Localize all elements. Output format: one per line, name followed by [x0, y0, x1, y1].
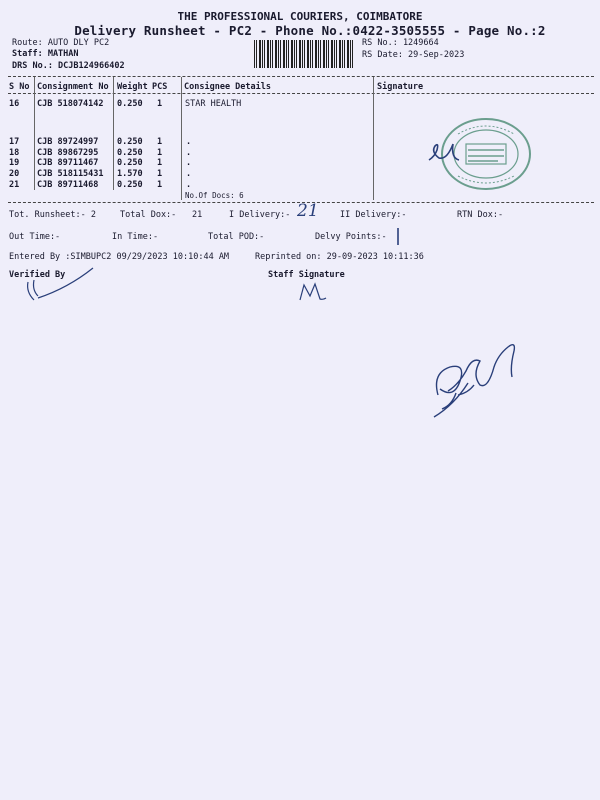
- row-consignee: .: [186, 158, 192, 168]
- barcode: [254, 40, 354, 68]
- row-consignment: CJB 518074142: [37, 99, 104, 109]
- row-pcs: 1: [157, 180, 163, 190]
- row-weight: 0.250: [117, 180, 143, 190]
- header-rule: [8, 93, 594, 94]
- row-consignment: CJB 89724997: [37, 137, 99, 147]
- staff-label: Staff: MATHAN: [12, 49, 79, 59]
- total-pod-label: Total POD:-: [208, 232, 265, 242]
- row-consignment: CJB 89711468: [37, 180, 99, 190]
- row-consignee: .: [186, 169, 192, 179]
- row-sno: 21: [9, 180, 20, 190]
- verified-by-label: Verified By: [9, 270, 66, 280]
- out-time-label: Out Time:-: [9, 232, 61, 242]
- route-label: Route: AUTO DLY PC2: [12, 38, 110, 48]
- col-pcs: PCS: [152, 82, 168, 92]
- col-consignee: Consignee Details: [184, 82, 271, 92]
- row-sno: 18: [9, 148, 20, 158]
- row-consignment: CJB 89711467: [37, 158, 99, 168]
- rtn-dox-label: RTN Dox:-: [457, 210, 504, 220]
- row-sno: 20: [9, 169, 20, 179]
- runsheet-title: Delivery Runsheet - PC2 - Phone No.:0422-3505555 - Page No.:2: [74, 23, 546, 38]
- row-pcs: 1: [157, 99, 163, 109]
- entered-by: Entered By :SIMBUPC2 09/29/2023 10:10:44 AM: [9, 252, 230, 262]
- row-sno: 16: [9, 99, 20, 109]
- row-consignment: CJB 518115431: [37, 169, 104, 179]
- drs-number: DRS No.: DCJB124966402: [12, 61, 125, 71]
- col-weight: Weight: [117, 82, 148, 92]
- row-weight: 0.250: [117, 158, 143, 168]
- recipient-signature-icon: [428, 335, 524, 423]
- row-pcs: 1: [157, 158, 163, 168]
- row-pcs: 1: [157, 169, 163, 179]
- signature-mark-icon: [425, 132, 465, 172]
- row-weight: 1.570: [117, 169, 143, 179]
- in-time-label: In Time:-: [112, 232, 159, 242]
- handwritten-tick-icon: [395, 227, 401, 247]
- staff-signature-label: Staff Signature: [268, 270, 345, 280]
- row-weight: 0.250: [117, 99, 143, 109]
- col-sno: S No: [9, 82, 30, 92]
- row-consignment: CJB 89867295: [37, 148, 99, 158]
- col-divider: [34, 77, 35, 190]
- row-consignee: .: [186, 180, 192, 190]
- total-dox-value: 21: [192, 210, 203, 220]
- rs-date: RS Date: 29-Sep-2023: [362, 50, 465, 60]
- tot-runsheet: Tot. Runsheet:- 2: [9, 210, 96, 220]
- col-divider: [373, 77, 374, 200]
- row-consignee: STAR HEALTH: [185, 99, 242, 109]
- ii-delivery-label: II Delivery:-: [340, 210, 407, 220]
- verifier-signature-icon: [20, 264, 100, 304]
- company-name: THE PROFESSIONAL COURIERS, COIMBATORE: [177, 10, 423, 23]
- row-pcs: 1: [157, 148, 163, 158]
- row-pcs: 1: [157, 137, 163, 147]
- col-signature: Signature: [377, 82, 424, 92]
- total-dox-label: Total Dox:-: [120, 210, 177, 220]
- row-weight: 0.250: [117, 148, 143, 158]
- delvy-points-label: Delvy Points:-: [315, 232, 387, 242]
- col-divider: [113, 77, 114, 190]
- no-of-docs: No.Of Docs: 6: [185, 191, 244, 200]
- row-consignee: .: [186, 137, 192, 147]
- i-delivery-handwritten: 21: [297, 201, 319, 221]
- row-sno: 19: [9, 158, 20, 168]
- staff-signature-icon: [298, 282, 330, 302]
- col-consignment: Consignment No: [37, 82, 109, 92]
- col-divider: [181, 77, 182, 200]
- i-delivery-label: I Delivery:-: [229, 210, 291, 220]
- reprinted-on: Reprinted on: 29-09-2023 10:11:36: [255, 252, 424, 262]
- rs-number: RS No.: 1249664: [362, 38, 439, 48]
- row-weight: 0.250: [117, 137, 143, 147]
- table-top-rule: [8, 76, 594, 77]
- row-consignee: .: [186, 148, 192, 158]
- row-sno: 17: [9, 137, 20, 147]
